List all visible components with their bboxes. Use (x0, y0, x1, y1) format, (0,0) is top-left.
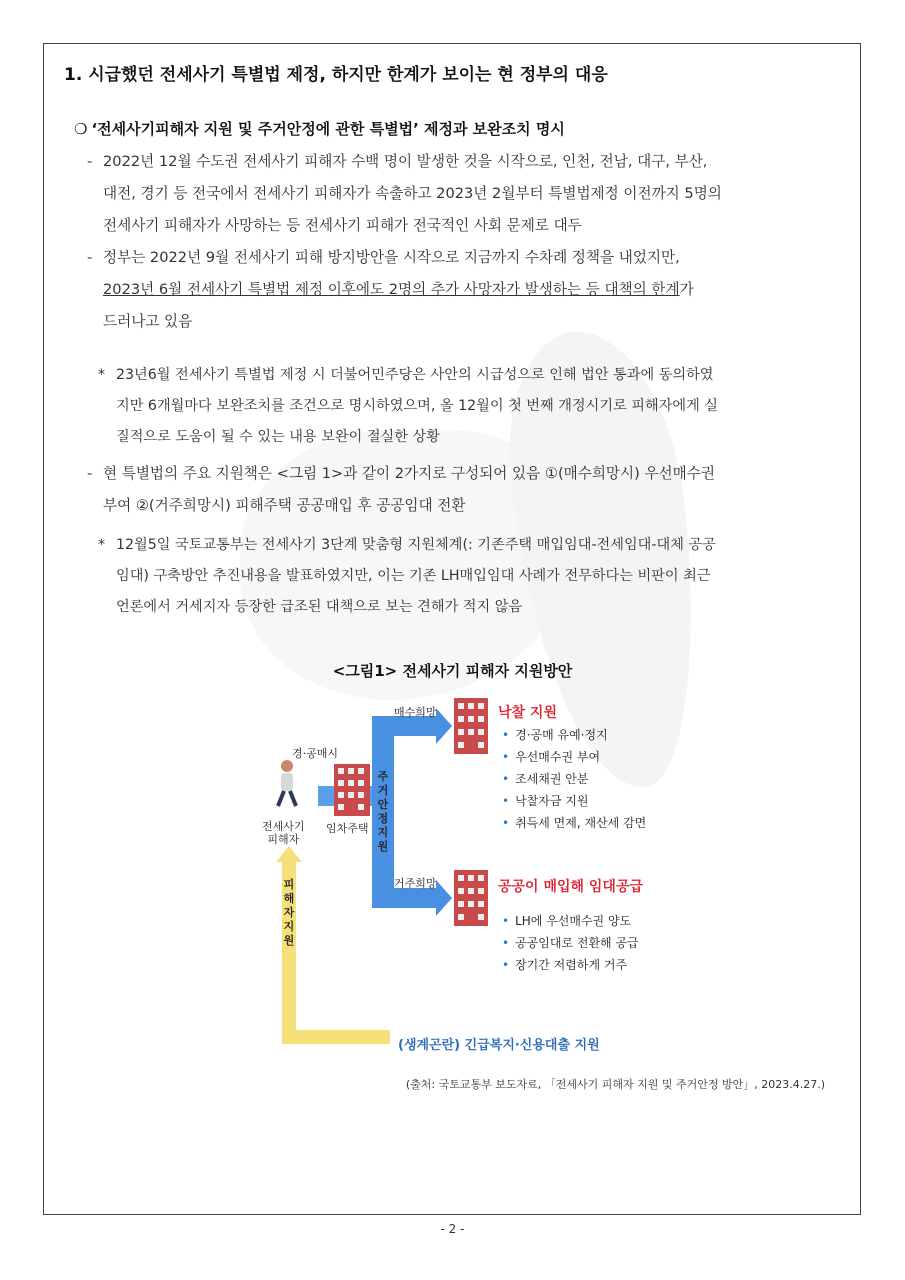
building-icon (334, 764, 370, 816)
note1-line-2: 지만 6개월마다 보완조치를 조건으로 명시하였으며, 올 12월이 첫 번째 개정시기로 피해자에게 실 (116, 398, 718, 414)
list-item: • 장기간 저렴하게 거주 (502, 954, 639, 976)
public-rental-list (502, 910, 639, 976)
list-item: • 취득세 면제, 재산세 감면 (502, 812, 646, 834)
purchase-wish-label: 매수희망 (394, 706, 437, 719)
victim-support-vertical-label: 피해자지원 (283, 878, 295, 947)
list-item: • LH에 우선매수권 양도 (502, 910, 639, 932)
victim-label (262, 820, 305, 846)
page-number: - 2 - (440, 1222, 465, 1236)
para3-line-2: 부여 ②(거주희망시) 피해주택 공공매입 후 공공임대 전환 (103, 497, 466, 514)
figure-title: <그림1> 전세사기 피해자 지원방안 (332, 662, 573, 680)
para1-line-3: 전세사기 피해자가 사망하는 등 전세사기 피해가 전국적인 사회 문제로 대두 (103, 217, 582, 234)
note2-line-2: 임대) 구축방안 추진내용을 발표하였지만, 이는 기존 LH매입임대 사례가 전무하다는 비판이 최근 (116, 568, 711, 584)
para2-line-3: 드러나고 있음 (103, 313, 193, 330)
para1-line-2: 대전, 경기 등 전국에서 전세사기 피해자가 속출하고 2023년 2월부터 특별법제정 이전까지 5명의 (103, 185, 722, 202)
victim-label-line-2: 피해자 (267, 833, 300, 846)
list-item: • 조세채권 안분 (502, 768, 646, 790)
section-heading: 1. 시급했던 전세사기 특별법 제정, 하지만 한계가 보이는 현 정부의 대응 (64, 65, 608, 85)
para1-line-1: 2022년 12월 수도권 전세사기 피해자 수백 명이 발생한 것을 시작으로, 인천, 전남, 대구, 부산, (103, 153, 708, 170)
list-item: • 우선매수권 부여 (502, 746, 646, 768)
public-rental-title: 공공이 매입해 임대공급 (498, 879, 643, 895)
note2-line-3: 언론에서 거세지자 등장한 급조된 대책으로 보는 견해가 적지 않음 (116, 599, 523, 615)
para3-line-1: 현 특별법의 주요 지원책은 <그림 1>과 같이 2가지로 구성되어 있음 ①(매수희망시) 우선매수권 (103, 465, 715, 482)
para2-line-1: 정부는 2022년 9월 전세사기 피해 방지방안을 시작으로 지금까지 수차례 정책을 내었지만, (103, 249, 680, 266)
note1-line-1: 23년6월 전세사기 특별법 제정 시 더불어민주당은 사안의 시급성으로 인해 법안 통과에 동의하였 (116, 367, 714, 383)
figure-source: (출처: 국토교통부 보도자료, 「전세사기 피해자 지원 및 주거안정 방안」, 2023.4.27.) (405, 1078, 825, 1091)
dash-marker: - (87, 249, 93, 266)
person-icon (278, 760, 296, 806)
building-icon-top (454, 698, 488, 754)
subheading-text: ‘전세사기피해자 지원 및 주거안정에 관한 특별법’ 제정과 보완조치 명시 (91, 120, 565, 138)
bid-support-title: 낙찰 지원 (498, 705, 557, 721)
victim-label-line-1: 전세사기 (262, 820, 305, 833)
underlined-text: 2023년 6월 전세사기 특별법 제정 이후에도 2명의 추가 사망자가 발생하는 등 대책의 한계 (103, 281, 680, 298)
building-icon-bottom (454, 870, 488, 926)
asterisk-marker: * (98, 537, 106, 553)
list-item: • 낙찰자금 지원 (502, 790, 646, 812)
note2-line-1: 12월5일 국토교통부는 전세사기 3단계 맞춤형 지원체계(: 기존주택 매입임대-전세임대-대체 공공 (116, 537, 716, 553)
note1-line-3: 질적으로 도움이 될 수 있는 내용 보완이 절실한 상황 (116, 429, 440, 445)
residence-wish-label: 거주희망 (394, 877, 437, 890)
bid-support-list (502, 724, 646, 834)
list-item: • 경·공매 유예·정지 (502, 724, 646, 746)
para2-line-2-rest: 가 (679, 281, 694, 298)
emergency-support-label: (생계곤란) 긴급복지·신용대출 지원 (398, 1038, 600, 1053)
asterisk-marker: * (98, 367, 106, 383)
housing-support-vertical-label: 주거안정지원 (377, 770, 389, 853)
dash-marker: - (87, 465, 93, 482)
rental-house-label: 임차주택 (326, 822, 369, 835)
circle-bullet-icon: ❍ (74, 120, 88, 138)
auction-label: 경·공매시 (292, 747, 339, 760)
dash-marker: - (87, 153, 93, 170)
list-item: • 공공임대로 전환해 공급 (502, 932, 639, 954)
